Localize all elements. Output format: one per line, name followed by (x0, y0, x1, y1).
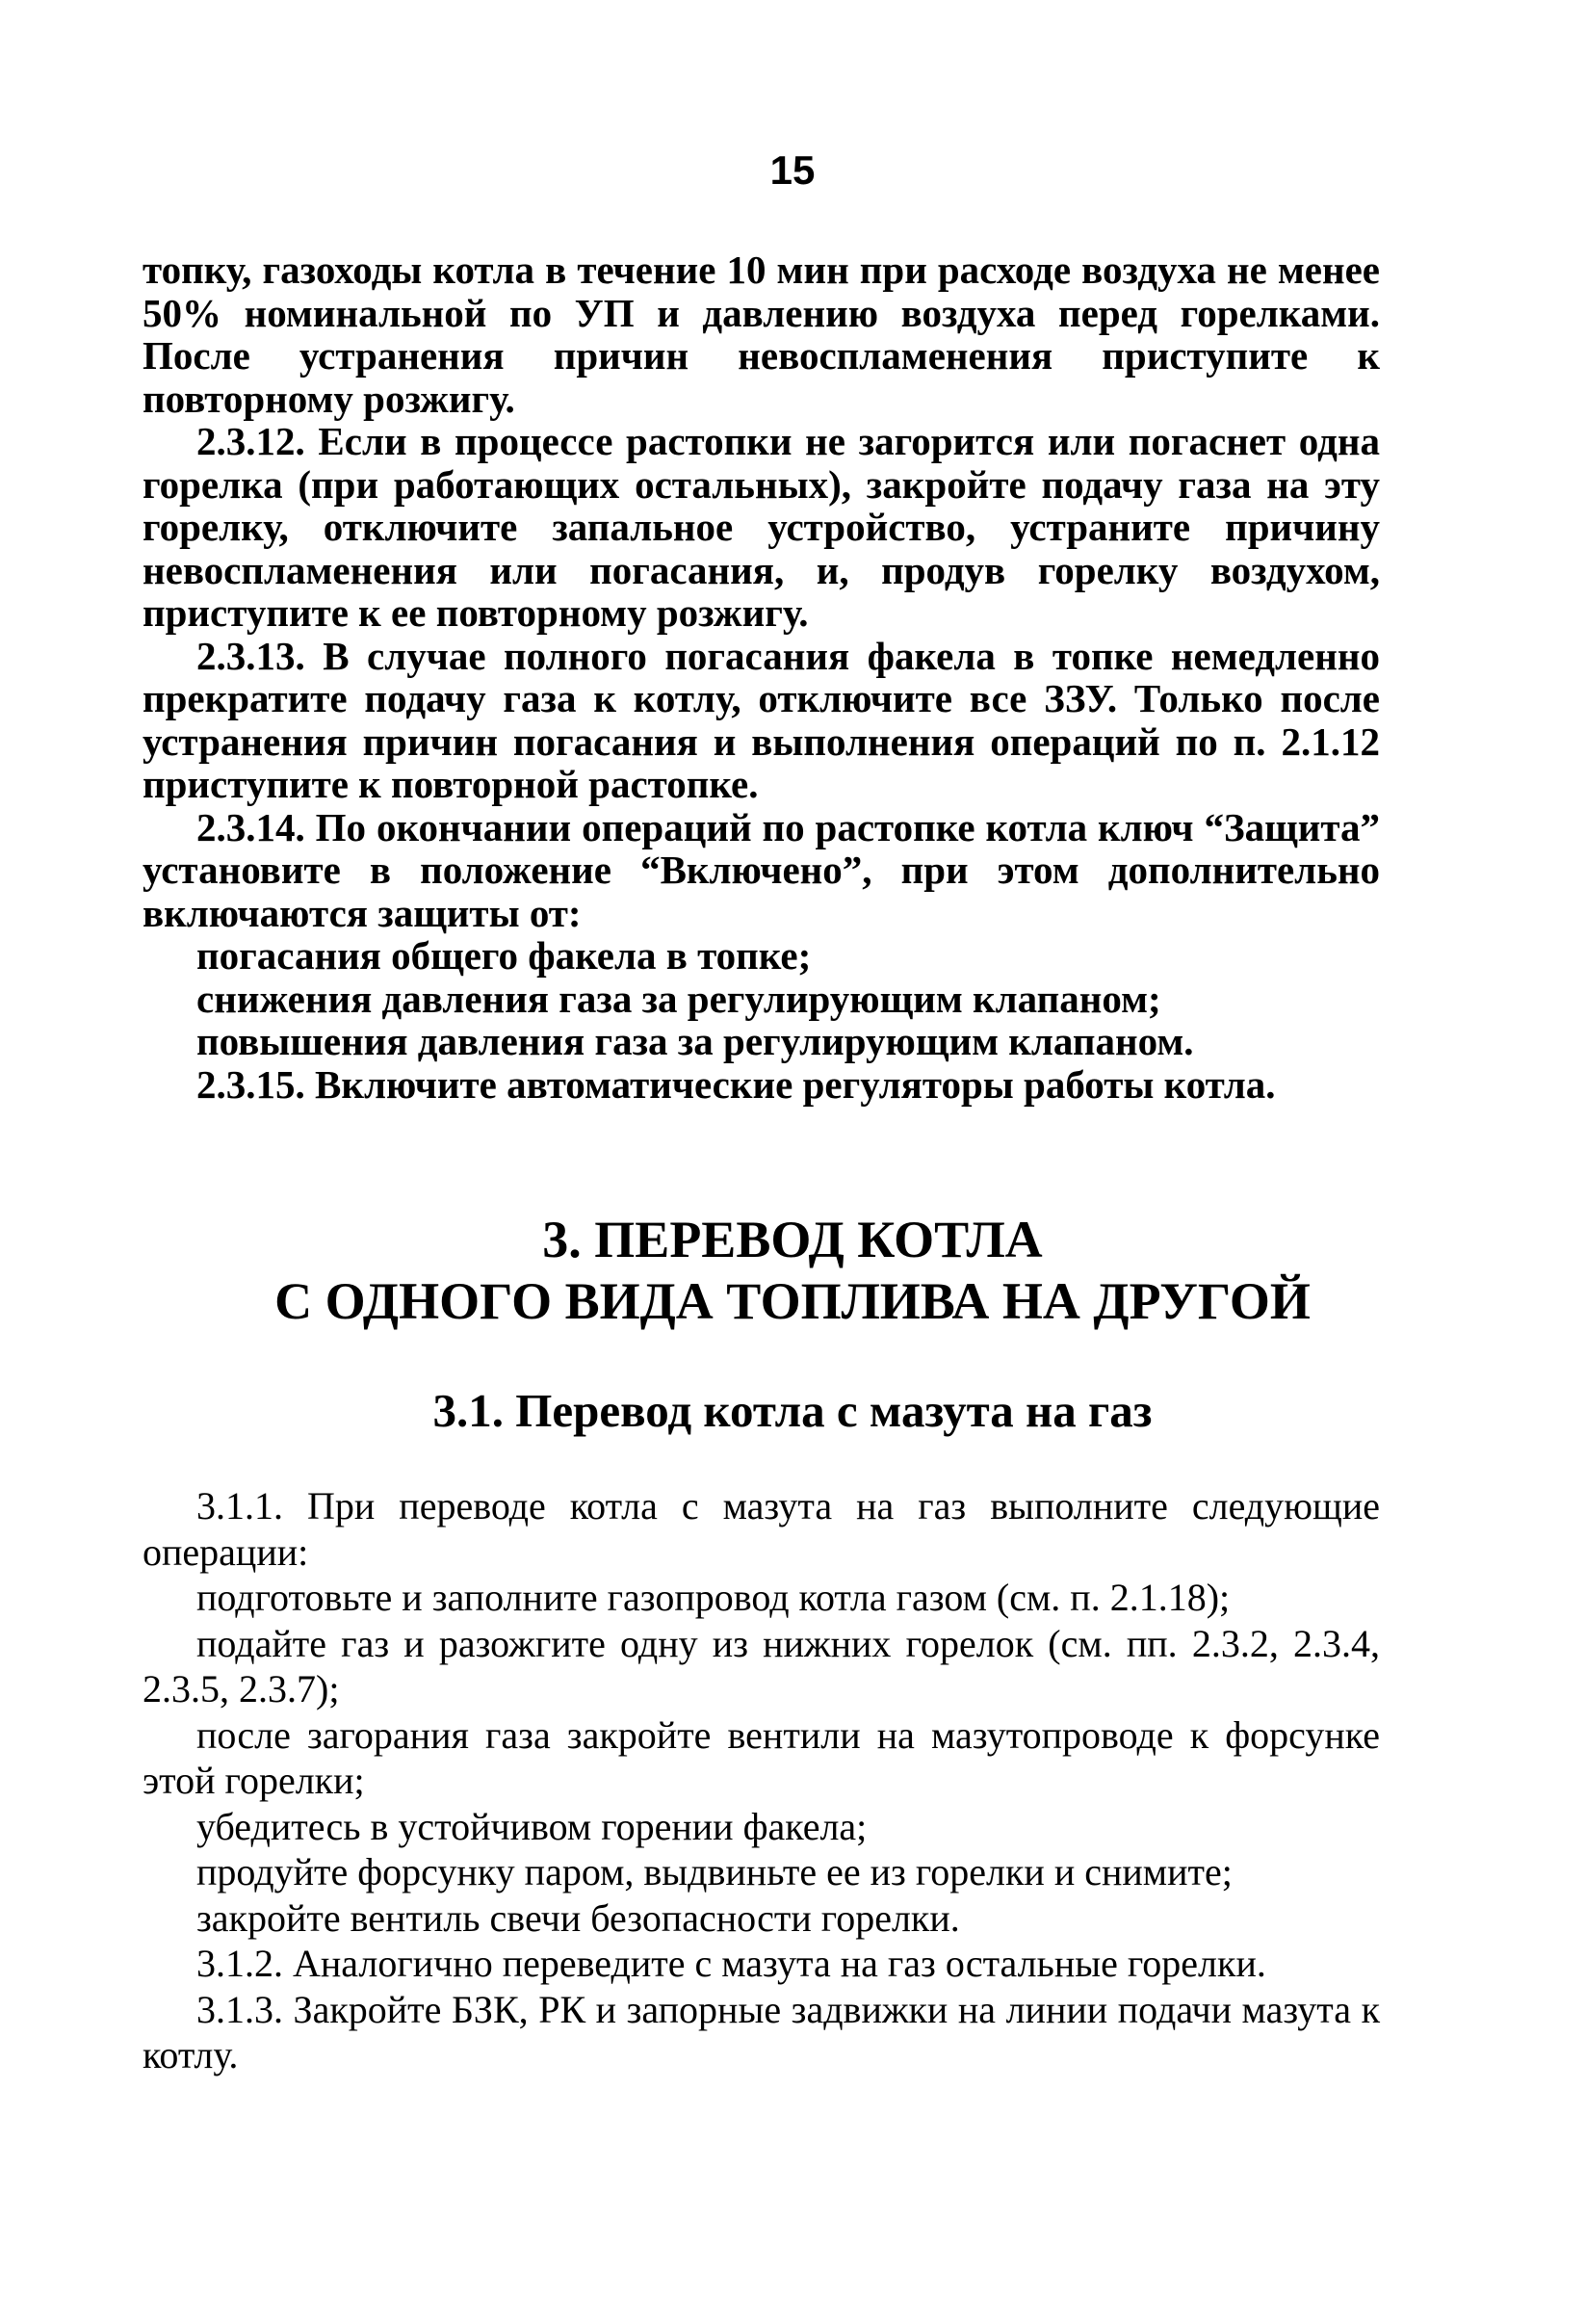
list-item: продуйте форсунку паром, выдвиньте ее из горелки и снимите; (196, 1850, 1233, 1893)
paragraph-2-3-12: 2.3.12. Если в процессе растопки не загорится или погаснет одна горелка (при работающих остальных), закройте подачу газа на эту горелку, отключите запальное устройство, устраните причину невоспламенения или погасания, и, продув горелку воздухом, приступите к ее повторному розжигу. (143, 419, 1380, 635)
paragraph-3-1-1: 3.1.1. При переводе котла с мазута на газ выполните следующие операции: (143, 1484, 1380, 1574)
section-2-text (143, 248, 1380, 1106)
section-3-title-line-1: 3. ПЕРЕВОД КОТЛА (542, 1211, 1043, 1268)
paragraph-continuation: топку, газоходы котла в течение 10 мин при расходе воздуха не менее 50% номинальной по УП и давлению воздуха перед горелками. После устранения причин невоспламенения приступите к повторному розжигу. (143, 248, 1380, 421)
paragraph-2-3-13: 2.3.13. В случае полного погасания факела в топке немедленно прекратите подачу газа к котлу, отключите все ЗЗУ. Только после устранения причин погасания и выполнения операций по п. 2.1.12 приступите к повторной растопке. (143, 633, 1380, 806)
section-3-text (143, 1483, 1380, 2078)
paragraph-3-1-3: 3.1.3. Закройте БЗК, РК и запорные задвижки на линии подачи мазута к котлу. (143, 1987, 1380, 2076)
paragraph-3-1-2: 3.1.2. Аналогично переведите с мазута на газ остальные горелки. (196, 1942, 1266, 1985)
paragraph-2-3-15: 2.3.15. Включите автоматические регуляторы работы котла. (196, 1061, 1276, 1107)
list-item: повышения давления газа за регулирующим клапаном. (196, 1019, 1194, 1063)
paragraph-2-3-14: 2.3.14. По окончании операций по растопке котла ключ “Защита” установите в положение “Включено”, при этом дополнительно включаются защиты от: (143, 804, 1380, 935)
list-item: закройте вентиль свечи безопасности горелки. (196, 1895, 960, 1940)
list-item: снижения давления газа за регулирующим клапаном; (196, 976, 1161, 1021)
section-3-title-line-2: С ОДНОГО ВИДА ТОПЛИВА НА ДРУГОЙ (274, 1272, 1311, 1330)
subsection-3-1-title: 3.1. Перевод котла с мазута на газ (432, 1384, 1153, 1437)
list-item: подготовьте и заполните газопровод котла газом (см. п. 2.1.18); (196, 1576, 1231, 1619)
list-item: убедитесь в устойчивом горении факела; (196, 1804, 868, 1848)
list-item: подайте газ и разожгите одну из нижних горелок (см. пп. 2.3.2, 2.3.4, 2.3.5, 2.3.7); (143, 1621, 1380, 1710)
page-number: 15 (769, 147, 816, 193)
list-item: после загорания газа закройте вентили на мазутопроводе к форсунке этой горелки; (143, 1712, 1380, 1802)
section-3-title (0, 1209, 1585, 1332)
list-item: погасания общего факела в топке; (196, 933, 812, 978)
